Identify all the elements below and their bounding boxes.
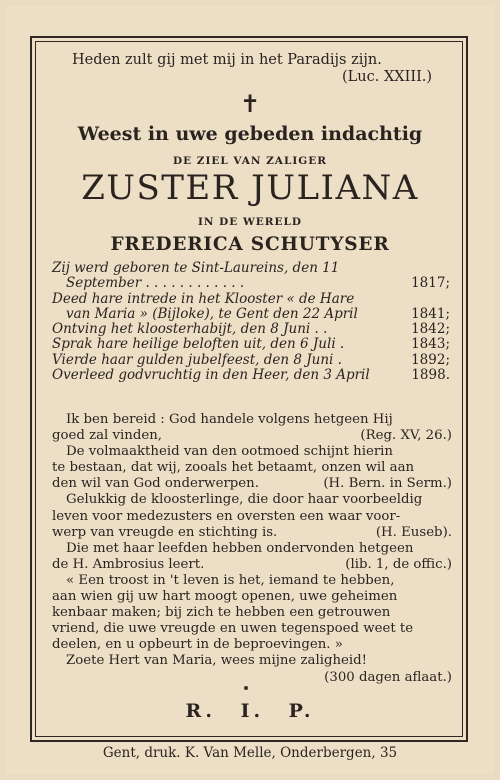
printer-imprint: Gent, druk. K. Van Melle, Onderbergen, 35 — [102, 745, 398, 761]
rip-mark: R. I. P. — [185, 700, 315, 722]
text-line-main: vriend, die uwe vreugde en uwen tegenspoed weet te — [52, 621, 414, 637]
cross-icon: ✝ — [240, 90, 261, 118]
text-line-main: deelen, en u opbeurt in de beproevingen. » — [52, 637, 343, 653]
motto: Heden zult gij met mij in het Paradijs zijn. — [72, 52, 382, 68]
life-event-text: Vierde haar gulden jubelfeest, den 8 Juni . — [52, 351, 342, 368]
text-line — [52, 621, 452, 637]
text-line-main: Ik ben bereid : God handele volgens hetgeen Hij — [66, 412, 393, 427]
life-event — [52, 353, 450, 368]
life-event — [52, 322, 450, 337]
life-event — [52, 292, 450, 307]
life-event-year: 1843; — [411, 336, 450, 353]
text-line-citation: (lib. 1, de offic.) — [345, 556, 452, 572]
life-event-year: 1841; — [411, 305, 450, 322]
text-line — [52, 444, 452, 460]
text-line — [52, 605, 452, 621]
life-event-year: 1898. — [411, 367, 450, 384]
ornament-dot — [244, 686, 248, 690]
text-line — [52, 557, 452, 573]
text-line-main: Gelukkig de kloosterlinge, die door haar voorbeeldig — [66, 492, 423, 508]
text-line — [52, 637, 452, 653]
devotional-text — [52, 412, 452, 686]
life-event-text: Ontving het kloosterhabijt, den 8 Juni . . — [52, 321, 328, 338]
text-line-citation: (300 dagen aflaat.) — [324, 669, 452, 685]
life-event-text: September . . . . . . . . . . . . — [66, 275, 245, 292]
text-line-main: De volmaaktheid van den ootmoed schijnt hierin — [66, 444, 393, 460]
text-line-main: goed zal vinden, — [52, 428, 163, 444]
text-line-main: « Een troost in 't leven is het, iemand te hebben, — [66, 572, 395, 588]
life-event — [52, 261, 450, 276]
text-line — [52, 476, 452, 492]
text-line — [52, 525, 452, 541]
text-line — [52, 541, 452, 557]
text-line — [52, 460, 452, 476]
life-event — [52, 276, 450, 291]
life-events — [52, 261, 450, 383]
text-line — [52, 573, 452, 589]
text-line-main: leven voor medezusters en oversten een waar voor- — [52, 508, 401, 524]
text-line-citation: (H. Euseb). — [375, 524, 452, 540]
text-line-main: Die met haar leefden hebben ondervonden hetgeen — [66, 540, 414, 556]
text-line — [52, 428, 452, 444]
headline: Weest in uwe gebeden indachtig — [77, 123, 423, 145]
text-line-main: aan wien gij uw hart moogt openen, uwe geheimen — [52, 589, 398, 605]
text-line — [52, 653, 452, 669]
life-event-year: 1817; — [411, 275, 450, 292]
secular-name: FREDERICA SCHUTYSER — [110, 234, 390, 255]
soul-label: DE ZIEL VAN ZALIGER — [173, 155, 327, 167]
text-line-main: den wil van God onderwerpen. — [52, 476, 259, 492]
text-line-main: de H. Ambrosius leert. — [52, 556, 205, 572]
life-event — [52, 307, 450, 322]
deceased-name: ZUSTER JULIANA — [81, 168, 419, 208]
text-line — [52, 589, 452, 605]
text-line — [52, 670, 452, 686]
text-line — [52, 509, 452, 525]
life-event — [52, 337, 450, 352]
text-line-citation: (Reg. XV, 26.) — [360, 428, 452, 444]
text-line-main: kenbaar maken; bij zich te hebben een getrouwen — [52, 605, 391, 621]
life-event-text: van Maria » (Bijloke), te Gent den 22 April — [66, 305, 358, 322]
text-line-main: Zoete Hert van Maria, wees mijne zaligheid! — [66, 653, 368, 669]
text-line-main: werp van vreugde en stichting is. — [52, 524, 278, 540]
life-event-text: Overleed godvruchtig in den Heer, den 3 April — [52, 367, 370, 384]
life-event-year: 1892; — [411, 351, 450, 368]
life-event-text: Deed hare intrede in het Klooster « de Hare — [52, 290, 355, 307]
world-label: IN DE WERELD — [198, 216, 302, 228]
text-line-citation: (H. Bern. in Serm.) — [323, 476, 452, 492]
text-line — [52, 412, 452, 428]
motto-reference: (Luc. XXIII.) — [342, 69, 433, 85]
life-event-year: 1842; — [411, 321, 450, 338]
text-line-main: te bestaan, dat wij, zooals het betaamt, onzen wil aan — [52, 460, 415, 476]
life-event — [52, 368, 450, 383]
text-line — [52, 492, 452, 508]
life-event-text: Sprak hare heilige beloften uit, den 6 Juli . — [52, 336, 345, 353]
life-event-text: Zij werd geboren te Sint-Laureins, den 11 — [52, 260, 340, 276]
